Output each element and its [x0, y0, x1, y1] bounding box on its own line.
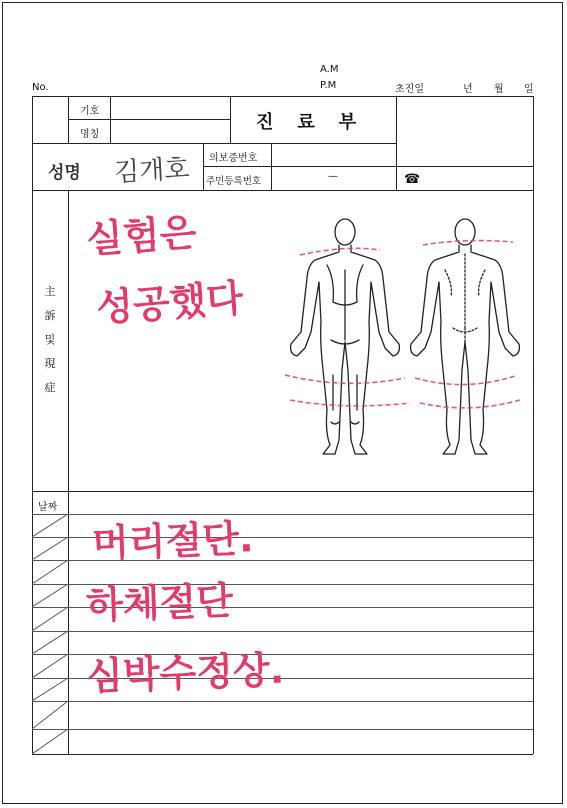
record-line — [32, 701, 533, 702]
symbol-label: 기호 — [80, 106, 100, 117]
complaint-char: 訴 — [44, 309, 56, 322]
record-line — [32, 729, 533, 730]
record-entry-3: 심박수정상. — [85, 647, 285, 699]
resident-number-label: 주민등록번호 — [206, 176, 262, 187]
table-right-line — [533, 96, 534, 754]
date-slash — [32, 631, 68, 654]
patient-name-handwritten: 김개호 — [113, 154, 191, 188]
neck-cut-mark-front — [300, 248, 380, 255]
symbol-row-line — [68, 119, 230, 120]
date-slash — [32, 654, 68, 678]
month-label: 월 — [494, 84, 504, 95]
front-body-figure — [291, 219, 400, 454]
date-slash — [32, 678, 68, 701]
complaint-char: 症 — [44, 381, 56, 394]
date-slash — [32, 514, 68, 537]
date-slash — [32, 729, 68, 754]
date-slash — [32, 560, 68, 584]
record-entry-1: 머리절단. — [91, 516, 255, 566]
front-body-details — [327, 265, 363, 344]
name-label: 성명 — [48, 163, 81, 183]
record-entry-2: 하체절단 — [85, 578, 234, 628]
info-col-line-4 — [396, 96, 397, 190]
insurance-label: 의보증번호 — [209, 153, 258, 164]
am-label: A.M — [320, 64, 339, 75]
first-visit-label: 초진일 — [395, 84, 424, 95]
year-label: 년 — [463, 84, 473, 95]
record-line — [32, 631, 533, 632]
id-row-line — [203, 166, 396, 167]
info-col-line-3 — [230, 96, 231, 143]
back-body-figure — [411, 219, 520, 454]
date-slash — [32, 537, 68, 560]
front-head — [335, 219, 355, 245]
date-label: 날짜 — [38, 502, 58, 513]
table-top-line — [32, 96, 533, 97]
phone-icon: ☎ — [404, 172, 421, 187]
back-spine-details — [445, 254, 485, 342]
complaint-handwritten-line-2: 성공했다 — [94, 275, 245, 331]
date-slash — [32, 584, 68, 607]
date-slashes — [32, 514, 69, 754]
waist-cut-mark-back — [415, 376, 515, 385]
complaint-char: 및 — [44, 333, 56, 346]
date-slash — [32, 701, 68, 729]
no-label: No. — [32, 82, 49, 93]
resident-number-value: — — [328, 171, 338, 182]
info-bottom-line — [32, 190, 533, 191]
complaint-label — [43, 280, 57, 400]
form-title: 진료부 — [256, 112, 381, 133]
table-bottom-line — [32, 754, 533, 755]
phone-row-line — [396, 166, 533, 167]
pm-label: P.M — [320, 80, 337, 91]
day-label: 일 — [524, 84, 534, 95]
date-slash — [32, 607, 68, 631]
waist-cut-mark-front — [285, 375, 405, 383]
complaint-handwritten-line-1: 실험은 — [84, 210, 198, 262]
complaint-char: 現 — [44, 357, 56, 370]
title-label: 명칭 — [80, 129, 100, 140]
body-diagram — [275, 210, 525, 465]
name-row-top-line — [32, 143, 396, 144]
complaint-char: 主 — [44, 285, 56, 298]
complaint-bottom-line — [32, 491, 533, 492]
